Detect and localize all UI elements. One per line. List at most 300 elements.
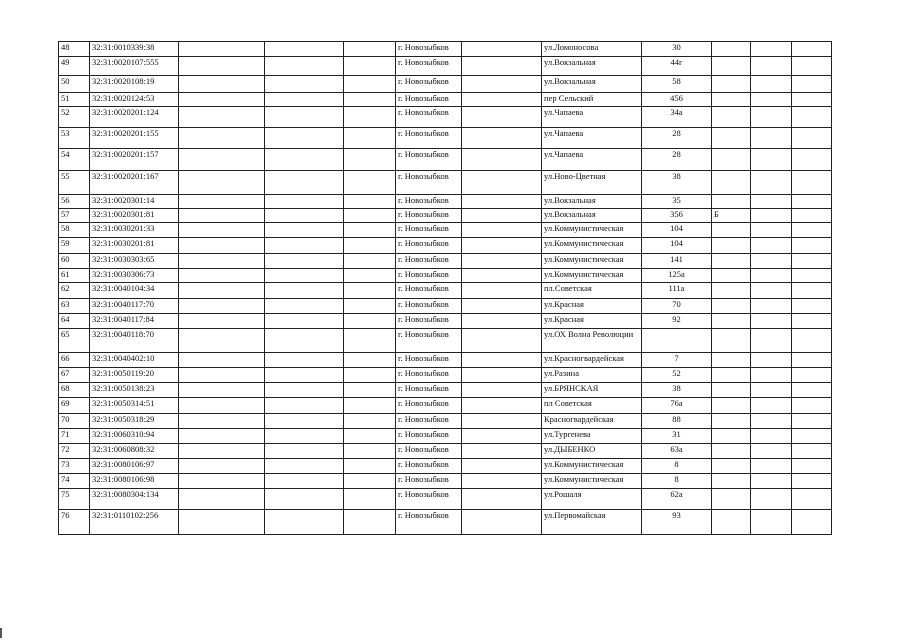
cadastral-number-cell: 32:31:0040117:84 bbox=[90, 314, 179, 329]
cadastral-number-cell: 32:31:0020201:157 bbox=[90, 149, 179, 171]
city-cell: г. Новозыбков bbox=[396, 93, 462, 107]
letter-cell bbox=[712, 329, 751, 353]
empty-cell bbox=[462, 368, 542, 383]
table-row bbox=[59, 314, 832, 329]
empty-cell bbox=[792, 353, 832, 368]
empty-cell bbox=[751, 299, 792, 314]
cadastral-number-cell: 32:31:0040402:10 bbox=[90, 353, 179, 368]
row-number-cell: 71 bbox=[59, 429, 90, 444]
cadastral-number-cell: 32:31:0020107:555 bbox=[90, 57, 179, 76]
empty-cell bbox=[344, 368, 396, 383]
empty-cell bbox=[792, 444, 832, 459]
empty-cell bbox=[792, 429, 832, 444]
house-number-cell bbox=[642, 329, 712, 353]
empty-cell bbox=[344, 510, 396, 535]
empty-cell bbox=[751, 223, 792, 238]
cadastral-number-cell: 32:31:0020201:155 bbox=[90, 128, 179, 149]
city-cell: г. Новозыбков bbox=[396, 57, 462, 76]
letter-cell bbox=[712, 474, 751, 489]
empty-cell bbox=[462, 329, 542, 353]
empty-cell bbox=[179, 128, 265, 149]
empty-cell bbox=[751, 269, 792, 283]
empty-cell bbox=[265, 383, 344, 398]
empty-cell bbox=[751, 368, 792, 383]
empty-cell bbox=[179, 269, 265, 283]
street-cell: ул.Чапаева bbox=[542, 149, 642, 171]
empty-cell bbox=[751, 42, 792, 57]
empty-cell bbox=[792, 209, 832, 223]
table-row bbox=[59, 171, 832, 195]
empty-cell bbox=[179, 489, 265, 510]
house-number-cell: 104 bbox=[642, 238, 712, 254]
empty-cell bbox=[462, 107, 542, 128]
empty-cell bbox=[751, 314, 792, 329]
cadastral-number-cell: 32:31:0020124:53 bbox=[90, 93, 179, 107]
letter-cell bbox=[712, 195, 751, 209]
empty-cell bbox=[344, 459, 396, 474]
street-cell: ул.Чапаева bbox=[542, 128, 642, 149]
empty-cell bbox=[179, 42, 265, 57]
row-number-cell: 54 bbox=[59, 149, 90, 171]
cadastral-number-cell: 32:31:0110102:256 bbox=[90, 510, 179, 535]
letter-cell bbox=[712, 489, 751, 510]
empty-cell bbox=[751, 510, 792, 535]
empty-cell bbox=[265, 474, 344, 489]
table-row bbox=[59, 398, 832, 414]
city-cell: г. Новозыбков bbox=[396, 171, 462, 195]
city-cell: г. Новозыбков bbox=[396, 209, 462, 223]
city-cell: г. Новозыбков bbox=[396, 368, 462, 383]
empty-cell bbox=[462, 474, 542, 489]
house-number-cell: 44г bbox=[642, 57, 712, 76]
empty-cell bbox=[265, 329, 344, 353]
empty-cell bbox=[462, 238, 542, 254]
empty-cell bbox=[344, 42, 396, 57]
empty-cell bbox=[179, 368, 265, 383]
empty-cell bbox=[265, 107, 344, 128]
row-number-cell: 69 bbox=[59, 398, 90, 414]
row-number-cell: 61 bbox=[59, 269, 90, 283]
empty-cell bbox=[179, 171, 265, 195]
empty-cell bbox=[344, 238, 396, 254]
house-number-cell: 92 bbox=[642, 314, 712, 329]
empty-cell bbox=[265, 57, 344, 76]
cadastral-number-cell: 32:31:0060310:94 bbox=[90, 429, 179, 444]
letter-cell bbox=[712, 368, 751, 383]
empty-cell bbox=[751, 383, 792, 398]
empty-cell bbox=[792, 269, 832, 283]
cadastral-number-cell: 32:31:0060808:32 bbox=[90, 444, 179, 459]
street-cell: ул.Вокзальная bbox=[542, 76, 642, 93]
empty-cell bbox=[792, 107, 832, 128]
letter-cell bbox=[712, 223, 751, 238]
row-number-cell: 67 bbox=[59, 368, 90, 383]
empty-cell bbox=[344, 489, 396, 510]
house-number-cell: 31 bbox=[642, 429, 712, 444]
table-row bbox=[59, 254, 832, 269]
empty-cell bbox=[751, 209, 792, 223]
house-number-cell: 111а bbox=[642, 283, 712, 299]
street-cell: пер Сельский bbox=[542, 93, 642, 107]
empty-cell bbox=[462, 128, 542, 149]
empty-cell bbox=[179, 459, 265, 474]
table-row bbox=[59, 444, 832, 459]
cadastral-number-cell: 32:31:0020301:81 bbox=[90, 209, 179, 223]
empty-cell bbox=[751, 76, 792, 93]
table-row bbox=[59, 474, 832, 489]
table-row bbox=[59, 353, 832, 368]
row-number-cell: 68 bbox=[59, 383, 90, 398]
empty-cell bbox=[265, 269, 344, 283]
table-row bbox=[59, 489, 832, 510]
letter-cell bbox=[712, 299, 751, 314]
house-number-cell: 34а bbox=[642, 107, 712, 128]
city-cell: г. Новозыбков bbox=[396, 383, 462, 398]
empty-cell bbox=[462, 254, 542, 269]
letter-cell bbox=[712, 93, 751, 107]
empty-cell bbox=[265, 444, 344, 459]
letter-cell bbox=[712, 269, 751, 283]
empty-cell bbox=[751, 149, 792, 171]
street-cell: ул.Красная bbox=[542, 299, 642, 314]
cadastral-number-cell: 32:31:0080304:134 bbox=[90, 489, 179, 510]
cadastral-number-cell: 32:31:0020108:19 bbox=[90, 76, 179, 93]
empty-cell bbox=[462, 444, 542, 459]
empty-cell bbox=[792, 299, 832, 314]
row-number-cell: 59 bbox=[59, 238, 90, 254]
empty-cell bbox=[751, 329, 792, 353]
house-number-cell: 30 bbox=[642, 42, 712, 57]
empty-cell bbox=[265, 414, 344, 429]
empty-cell bbox=[792, 195, 832, 209]
row-number-cell: 76 bbox=[59, 510, 90, 535]
cadastral-number-cell: 32:31:0030201:33 bbox=[90, 223, 179, 238]
row-number-cell: 49 bbox=[59, 57, 90, 76]
table-row bbox=[59, 107, 832, 128]
letter-cell bbox=[712, 398, 751, 414]
empty-cell bbox=[751, 195, 792, 209]
letter-cell bbox=[712, 283, 751, 299]
street-cell: ул.Чапаева bbox=[542, 107, 642, 128]
street-cell: ул.Вокзальная bbox=[542, 195, 642, 209]
table-row bbox=[59, 209, 832, 223]
street-cell: ул.Красная bbox=[542, 314, 642, 329]
city-cell: г. Новозыбков bbox=[396, 195, 462, 209]
empty-cell bbox=[751, 489, 792, 510]
city-cell: г. Новозыбков bbox=[396, 329, 462, 353]
letter-cell bbox=[712, 353, 751, 368]
cadastral-number-cell: 32:31:0050314:51 bbox=[90, 398, 179, 414]
table-row bbox=[59, 269, 832, 283]
empty-cell bbox=[179, 223, 265, 238]
empty-cell bbox=[462, 459, 542, 474]
row-number-cell: 72 bbox=[59, 444, 90, 459]
empty-cell bbox=[179, 353, 265, 368]
letter-cell bbox=[712, 76, 751, 93]
cadastral-number-cell: 32:31:0010339:38 bbox=[90, 42, 179, 57]
street-cell: ул.Коммунистическая bbox=[542, 474, 642, 489]
house-number-cell: 356 bbox=[642, 209, 712, 223]
empty-cell bbox=[462, 414, 542, 429]
table-row bbox=[59, 93, 832, 107]
empty-cell bbox=[792, 128, 832, 149]
house-number-cell: 125а bbox=[642, 269, 712, 283]
cadastral-number-cell: 32:31:0020201:124 bbox=[90, 107, 179, 128]
table-row bbox=[59, 414, 832, 429]
table-row bbox=[59, 383, 832, 398]
letter-cell bbox=[712, 314, 751, 329]
house-number-cell: 7 bbox=[642, 353, 712, 368]
city-cell: г. Новозыбков bbox=[396, 76, 462, 93]
empty-cell bbox=[179, 429, 265, 444]
empty-cell bbox=[265, 398, 344, 414]
empty-cell bbox=[792, 238, 832, 254]
table-row bbox=[59, 57, 832, 76]
street-cell: ул.Коммунистическая bbox=[542, 223, 642, 238]
row-number-cell: 52 bbox=[59, 107, 90, 128]
house-number-cell: 28 bbox=[642, 149, 712, 171]
table-row bbox=[59, 299, 832, 314]
empty-cell bbox=[462, 314, 542, 329]
empty-cell bbox=[265, 209, 344, 223]
street-cell: ул.Вокзальная bbox=[542, 209, 642, 223]
empty-cell bbox=[462, 269, 542, 283]
empty-cell bbox=[265, 459, 344, 474]
empty-cell bbox=[265, 128, 344, 149]
house-number-cell: 38 bbox=[642, 171, 712, 195]
empty-cell bbox=[462, 283, 542, 299]
letter-cell bbox=[712, 107, 751, 128]
empty-cell bbox=[179, 195, 265, 209]
empty-cell bbox=[792, 489, 832, 510]
empty-cell bbox=[265, 429, 344, 444]
table-row bbox=[59, 149, 832, 171]
empty-cell bbox=[179, 76, 265, 93]
empty-cell bbox=[751, 238, 792, 254]
empty-cell bbox=[792, 76, 832, 93]
cadastral-number-cell: 32:31:0040118:70 bbox=[90, 329, 179, 353]
cadastral-number-cell: 32:31:0030306:73 bbox=[90, 269, 179, 283]
city-cell: г. Новозыбков bbox=[396, 314, 462, 329]
empty-cell bbox=[179, 149, 265, 171]
empty-cell bbox=[344, 223, 396, 238]
empty-cell bbox=[751, 459, 792, 474]
empty-cell bbox=[179, 444, 265, 459]
empty-cell bbox=[344, 149, 396, 171]
house-number-cell: 8 bbox=[642, 459, 712, 474]
city-cell: г. Новозыбков bbox=[396, 444, 462, 459]
empty-cell bbox=[751, 171, 792, 195]
street-cell: пл Советская bbox=[542, 398, 642, 414]
empty-cell bbox=[179, 299, 265, 314]
letter-cell bbox=[712, 128, 751, 149]
empty-cell bbox=[462, 57, 542, 76]
empty-cell bbox=[265, 93, 344, 107]
house-number-cell: 58 bbox=[642, 76, 712, 93]
letter-cell bbox=[712, 254, 751, 269]
empty-cell bbox=[344, 76, 396, 93]
empty-cell bbox=[344, 353, 396, 368]
cadastral-number-cell: 32:31:0080106:98 bbox=[90, 474, 179, 489]
empty-cell bbox=[344, 329, 396, 353]
row-number-cell: 74 bbox=[59, 474, 90, 489]
city-cell: г. Новозыбков bbox=[396, 107, 462, 128]
empty-cell bbox=[344, 398, 396, 414]
letter-cell bbox=[712, 171, 751, 195]
letter-cell bbox=[712, 238, 751, 254]
house-number-cell: 38 bbox=[642, 383, 712, 398]
street-cell: ул.Ломоносова bbox=[542, 42, 642, 57]
empty-cell bbox=[344, 93, 396, 107]
empty-cell bbox=[792, 42, 832, 57]
empty-cell bbox=[462, 223, 542, 238]
cadastral-number-cell: 32:31:0050318:29 bbox=[90, 414, 179, 429]
empty-cell bbox=[462, 429, 542, 444]
table-row bbox=[59, 459, 832, 474]
empty-cell bbox=[344, 171, 396, 195]
empty-cell bbox=[462, 489, 542, 510]
empty-cell bbox=[792, 57, 832, 76]
empty-cell bbox=[265, 314, 344, 329]
empty-cell bbox=[344, 429, 396, 444]
empty-cell bbox=[265, 171, 344, 195]
city-cell: г. Новозыбков bbox=[396, 510, 462, 535]
empty-cell bbox=[344, 195, 396, 209]
house-number-cell: 52 bbox=[642, 368, 712, 383]
empty-cell bbox=[751, 414, 792, 429]
empty-cell bbox=[344, 209, 396, 223]
empty-cell bbox=[265, 283, 344, 299]
empty-cell bbox=[344, 299, 396, 314]
empty-cell bbox=[462, 76, 542, 93]
empty-cell bbox=[179, 57, 265, 76]
empty-cell bbox=[179, 383, 265, 398]
cadastral-number-cell: 32:31:0080106:97 bbox=[90, 459, 179, 474]
empty-cell bbox=[179, 283, 265, 299]
table-row bbox=[59, 195, 832, 209]
street-cell: пл.Советская bbox=[542, 283, 642, 299]
empty-cell bbox=[344, 444, 396, 459]
empty-cell bbox=[462, 93, 542, 107]
city-cell: г. Новозыбков bbox=[396, 238, 462, 254]
row-number-cell: 63 bbox=[59, 299, 90, 314]
letter-cell bbox=[712, 57, 751, 76]
city-cell: г. Новозыбков bbox=[396, 398, 462, 414]
empty-cell bbox=[792, 383, 832, 398]
street-cell: ул.ОХ Волна Революции bbox=[542, 329, 642, 353]
empty-cell bbox=[265, 149, 344, 171]
city-cell: г. Новозыбков bbox=[396, 283, 462, 299]
empty-cell bbox=[751, 429, 792, 444]
cadastral-number-cell: 32:31:0040104:34 bbox=[90, 283, 179, 299]
table-row bbox=[59, 329, 832, 353]
empty-cell bbox=[344, 107, 396, 128]
empty-cell bbox=[792, 510, 832, 535]
empty-cell bbox=[265, 353, 344, 368]
street-cell: ул.Ново-Цветная bbox=[542, 171, 642, 195]
row-number-cell: 56 bbox=[59, 195, 90, 209]
letter-cell bbox=[712, 383, 751, 398]
empty-cell bbox=[462, 171, 542, 195]
empty-cell bbox=[462, 510, 542, 535]
street-cell: ул.Коммунистическая bbox=[542, 459, 642, 474]
letter-cell: Б bbox=[712, 209, 751, 223]
letter-cell bbox=[712, 429, 751, 444]
row-number-cell: 57 bbox=[59, 209, 90, 223]
city-cell: г. Новозыбков bbox=[396, 474, 462, 489]
empty-cell bbox=[179, 474, 265, 489]
city-cell: г. Новозыбков bbox=[396, 149, 462, 171]
table-body bbox=[59, 42, 832, 535]
house-number-cell: 88 bbox=[642, 414, 712, 429]
empty-cell bbox=[751, 283, 792, 299]
house-number-cell: 104 bbox=[642, 223, 712, 238]
street-cell: ул.Красногвардейская bbox=[542, 353, 642, 368]
empty-cell bbox=[751, 93, 792, 107]
empty-cell bbox=[751, 107, 792, 128]
empty-cell bbox=[179, 314, 265, 329]
house-number-cell: 141 bbox=[642, 254, 712, 269]
empty-cell bbox=[792, 459, 832, 474]
cadastral-number-cell: 32:31:0020301:14 bbox=[90, 195, 179, 209]
empty-cell bbox=[792, 283, 832, 299]
empty-cell bbox=[462, 42, 542, 57]
empty-cell bbox=[462, 398, 542, 414]
row-number-cell: 51 bbox=[59, 93, 90, 107]
house-number-cell: 93 bbox=[642, 510, 712, 535]
letter-cell bbox=[712, 149, 751, 171]
row-number-cell: 60 bbox=[59, 254, 90, 269]
empty-cell bbox=[751, 353, 792, 368]
empty-cell bbox=[344, 57, 396, 76]
empty-cell bbox=[792, 223, 832, 238]
empty-cell bbox=[179, 398, 265, 414]
house-number-cell: 456 bbox=[642, 93, 712, 107]
row-number-cell: 75 bbox=[59, 489, 90, 510]
empty-cell bbox=[179, 93, 265, 107]
house-number-cell: 28 bbox=[642, 128, 712, 149]
empty-cell bbox=[344, 254, 396, 269]
street-cell: ул.Вокзальная bbox=[542, 57, 642, 76]
empty-cell bbox=[265, 510, 344, 535]
cadastral-number-cell: 32:31:0030201:81 bbox=[90, 238, 179, 254]
empty-cell bbox=[265, 254, 344, 269]
empty-cell bbox=[462, 195, 542, 209]
row-number-cell: 62 bbox=[59, 283, 90, 299]
city-cell: г. Новозыбков bbox=[396, 459, 462, 474]
empty-cell bbox=[265, 42, 344, 57]
empty-cell bbox=[792, 329, 832, 353]
empty-cell bbox=[344, 383, 396, 398]
letter-cell bbox=[712, 444, 751, 459]
empty-cell bbox=[792, 368, 832, 383]
empty-cell bbox=[344, 314, 396, 329]
letter-cell bbox=[712, 42, 751, 57]
empty-cell bbox=[265, 299, 344, 314]
empty-cell bbox=[751, 444, 792, 459]
street-cell: ул.БРЯНСКАЯ bbox=[542, 383, 642, 398]
letter-cell bbox=[712, 414, 751, 429]
empty-cell bbox=[265, 238, 344, 254]
street-cell: ул.Тургенева bbox=[542, 429, 642, 444]
table-row bbox=[59, 429, 832, 444]
empty-cell bbox=[344, 128, 396, 149]
empty-cell bbox=[462, 383, 542, 398]
row-number-cell: 64 bbox=[59, 314, 90, 329]
house-number-cell: 63а bbox=[642, 444, 712, 459]
row-number-cell: 58 bbox=[59, 223, 90, 238]
cadastral-table bbox=[58, 41, 832, 535]
